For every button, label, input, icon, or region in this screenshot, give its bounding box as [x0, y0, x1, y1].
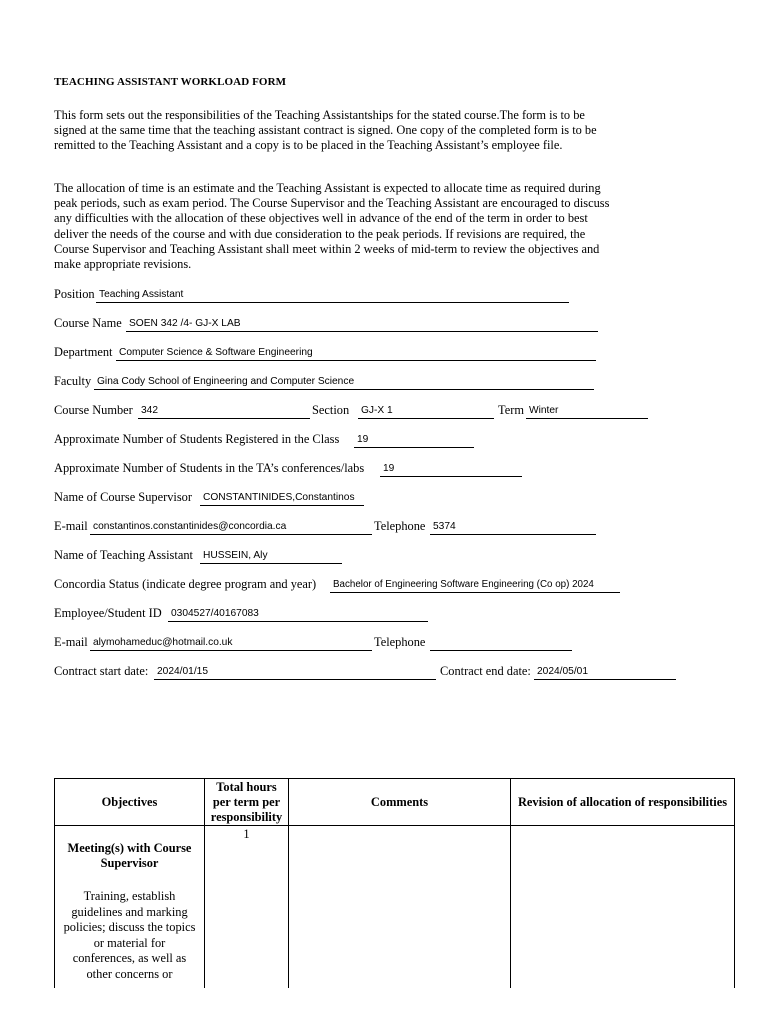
course-name-label: Course Name — [54, 316, 122, 330]
course-number-row — [54, 401, 654, 419]
supervisor-contact-row — [54, 517, 604, 535]
course-name-field[interactable]: SOEN 342 /4- GJ-X LAB — [126, 314, 598, 332]
department-label: Department — [54, 345, 113, 359]
comments-cell[interactable] — [289, 826, 511, 991]
table-row — [55, 826, 735, 991]
supervisor-label: Name of Course Supervisor — [54, 490, 192, 504]
objective-title: Meeting(s) with Course Supervisor — [67, 841, 192, 870]
ta-name-row — [54, 546, 354, 564]
comments-header: Comments — [289, 779, 511, 826]
students-ta-label: Approximate Number of Students in the TA’s conferences/labs — [54, 461, 365, 475]
status-label: Concordia Status (indicate degree program and year) — [54, 577, 317, 591]
contract-dates-row — [54, 662, 684, 680]
objective-description: Training, establish guidelines and marking policies; discuss the topics or material for conferences, as well as other concerns or — [63, 889, 196, 981]
term-label: Term — [498, 403, 524, 417]
hours-header: Total hours per term per responsibility — [205, 779, 289, 826]
ta-name-label: Name of Teaching Assistant — [54, 548, 193, 562]
intro-paragraph: This form sets out the responsibilities of the Teaching Assistantships for the stated course.The form is to be signed at the same time that the teaching assistant contract is signed. One copy of the completed form is to be remitted to the Teaching Assistant and a copy is to be placed in the Teaching Assistant’s employee file. — [54, 108, 597, 153]
end-date-field[interactable]: 2024/05/01 — [534, 662, 676, 680]
supervisor-email-label: E-mail — [54, 519, 88, 533]
faculty-row — [54, 372, 604, 390]
section-label: Section — [312, 403, 350, 417]
objectives-header: Objectives — [55, 779, 205, 826]
ta-contact-row — [54, 633, 584, 651]
employee-id-row — [54, 604, 434, 622]
form-title: TEACHING ASSISTANT WORKLOAD FORM — [54, 76, 287, 88]
supervisor-field[interactable]: CONSTANTINIDES,Constantinos — [200, 488, 364, 506]
start-date-label: Contract start date: — [54, 664, 149, 678]
position-label: Position — [54, 287, 95, 301]
ta-phone-field[interactable] — [430, 633, 572, 651]
intro-paragraph: The allocation of time is an estimate and the Teaching Assistant is expected to allocate time as required during peak periods, such as exam period. The Course Supervisor and the Teaching Assistant are encouraged to discuss any difficulties with the allocation of these objectives well in advance of the end of the term in order to best deliver the needs of the course and with due consideration to the peak periods. If revisions are required, the Course Supervisor and Teaching Assistant shall meet within 2 weeks of mid-term to review the objectives and make appropriate revisions. — [54, 181, 610, 272]
course-name-row — [54, 314, 604, 332]
hours-value: 1 — [243, 827, 250, 841]
ta-name-field[interactable]: HUSSEIN, Aly — [200, 546, 342, 564]
position-field[interactable]: Teaching Assistant — [96, 285, 569, 303]
hours-cell[interactable] — [205, 826, 289, 991]
department-field[interactable]: Computer Science & Software Engineering — [116, 343, 596, 361]
students-ta-row — [54, 459, 524, 477]
term-field[interactable]: Winter — [526, 401, 648, 419]
position-row — [54, 285, 574, 303]
course-number-label: Course Number — [54, 403, 133, 417]
objective-cell — [55, 826, 205, 991]
students-class-row — [54, 430, 484, 448]
students-ta-field[interactable]: 19 — [380, 459, 522, 477]
students-class-field[interactable]: 19 — [354, 430, 474, 448]
revision-cell[interactable] — [511, 826, 735, 991]
supervisor-email-field[interactable]: constantinos.constantinides@concordia.ca — [90, 517, 372, 535]
revision-header: Revision of allocation of responsibilities — [511, 779, 735, 826]
employee-id-field[interactable]: 0304527/40167083 — [168, 604, 428, 622]
end-date-label: Contract end date: — [440, 664, 531, 678]
supervisor-row — [54, 488, 374, 506]
students-class-label: Approximate Number of Students Registered in the Class — [54, 432, 340, 446]
objectives-table — [54, 778, 735, 991]
ta-email-label: E-mail — [54, 635, 88, 649]
page-cutoff — [0, 988, 768, 1024]
supervisor-phone-field[interactable]: 5374 — [430, 517, 596, 535]
status-row — [54, 575, 624, 593]
ta-email-field[interactable]: alymohameduc@hotmail.co.uk — [90, 633, 372, 651]
employee-id-label: Employee/Student ID — [54, 606, 162, 620]
supervisor-phone-label: Telephone — [374, 519, 426, 533]
ta-phone-label: Telephone — [374, 635, 426, 649]
table-header-row — [55, 779, 735, 826]
faculty-field[interactable]: Gina Cody School of Engineering and Computer Science — [94, 372, 594, 390]
status-field[interactable]: Bachelor of Engineering Software Engineering (Co op) 2024 — [330, 575, 620, 593]
section-field[interactable]: GJ-X 1 — [358, 401, 494, 419]
department-row — [54, 343, 604, 361]
start-date-field[interactable]: 2024/01/15 — [154, 662, 436, 680]
course-number-field[interactable]: 342 — [138, 401, 310, 419]
faculty-label: Faculty — [54, 374, 92, 388]
